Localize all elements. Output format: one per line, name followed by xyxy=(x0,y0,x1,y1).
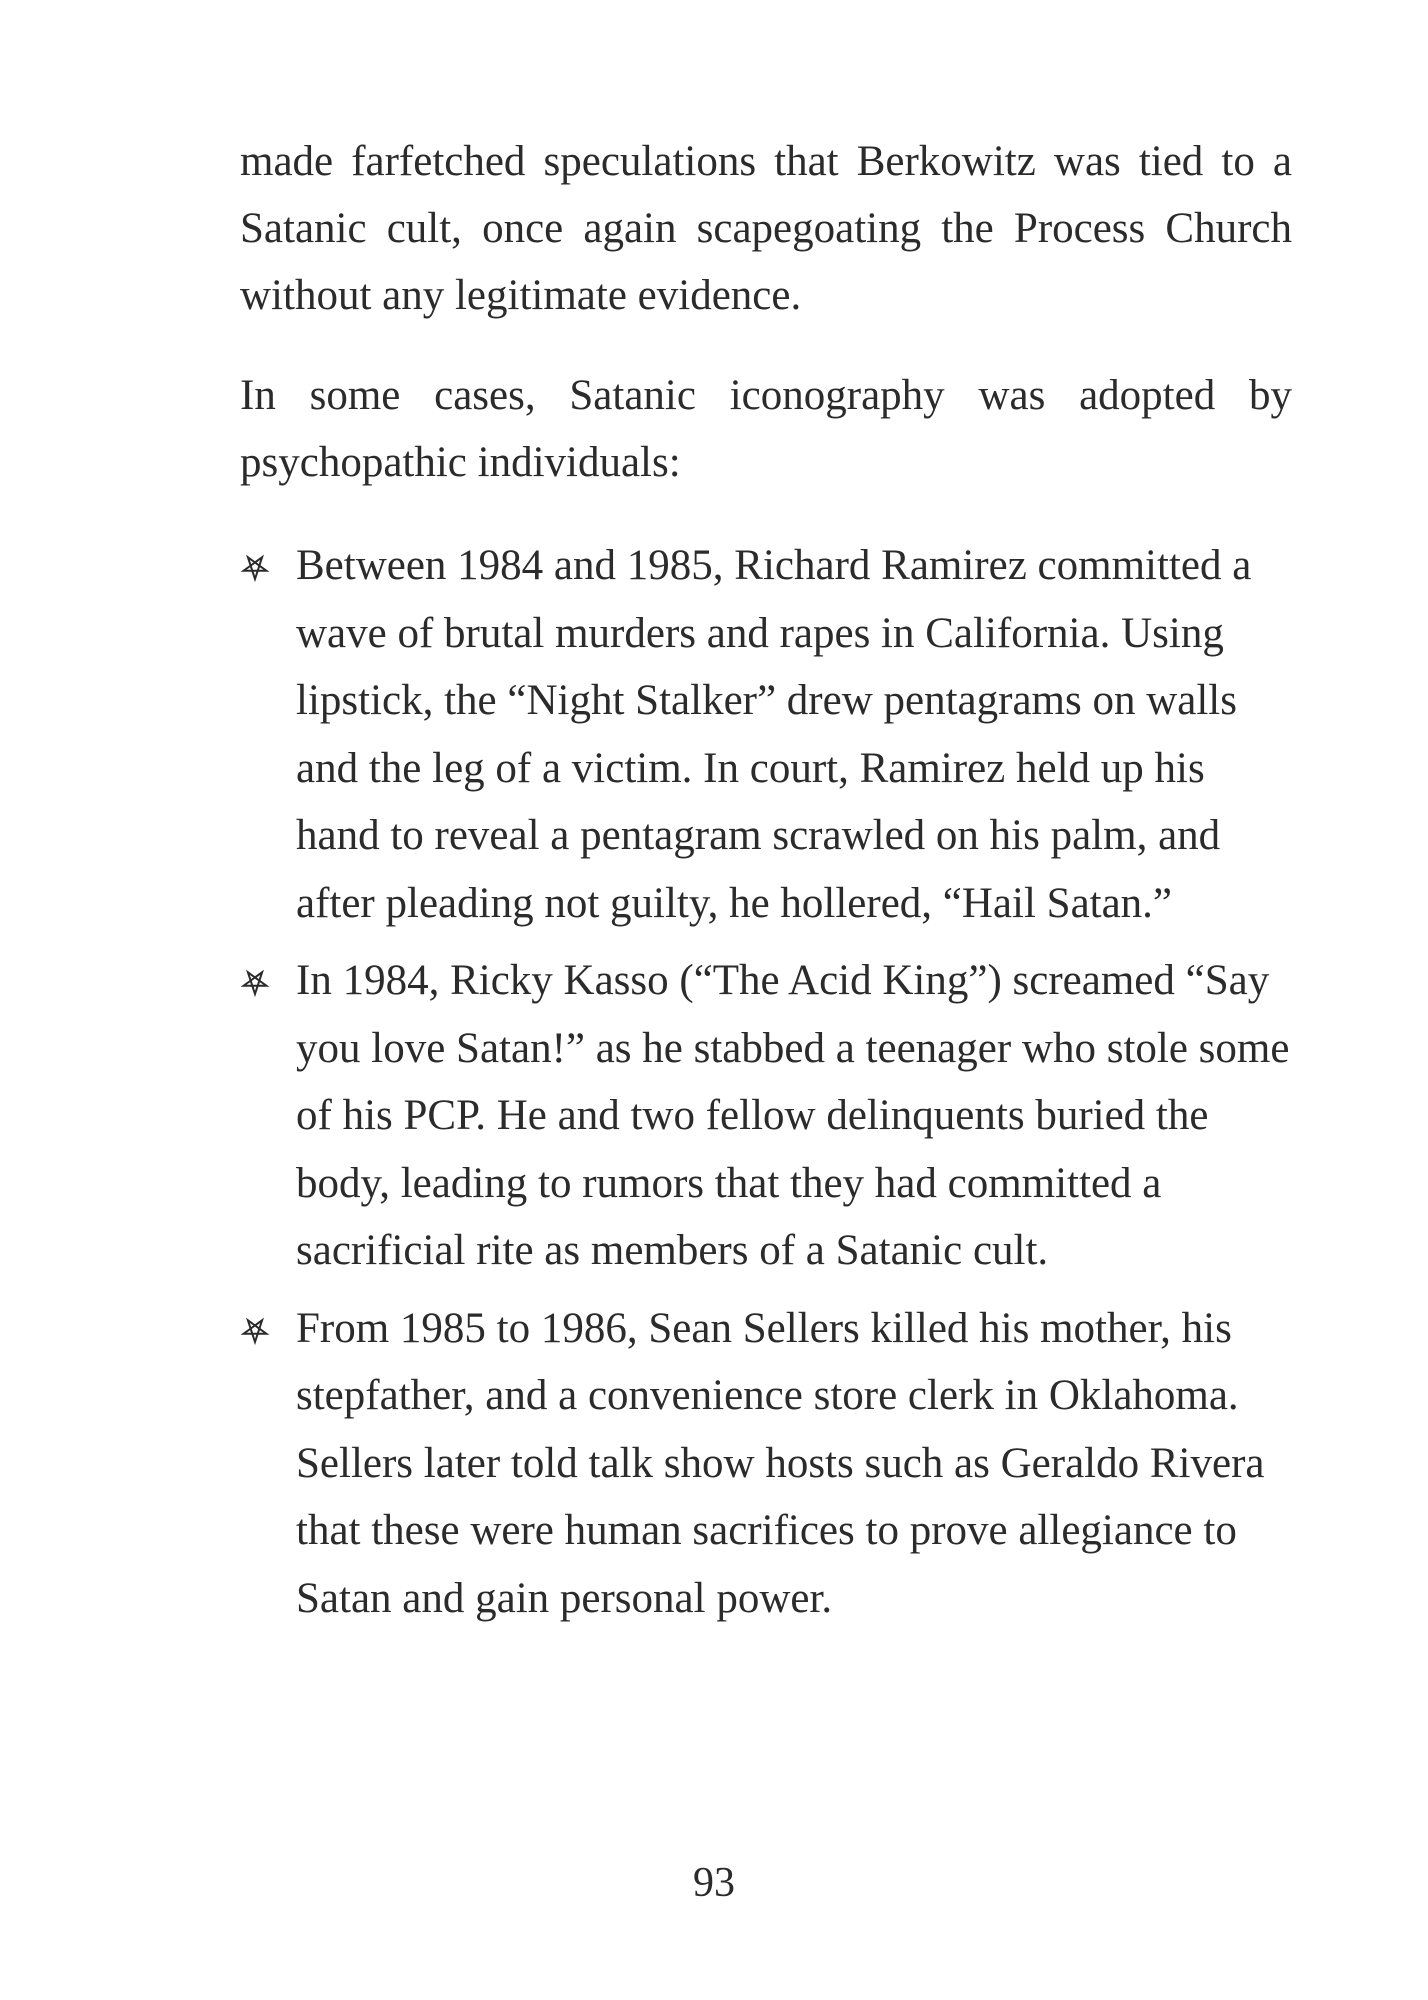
pentagram-icon xyxy=(240,967,270,997)
list-item xyxy=(240,1295,1292,1633)
list-item xyxy=(240,532,1292,937)
page-body xyxy=(240,128,1292,1642)
bullet-text: From 1985 to 1986, Sean Sellers killed his mother, his stepfather, and a convenience store clerk in Oklahoma. Sellers later told talk show hosts such as Geraldo Rivera that these were human sacrifices to prove allegiance to Satan and gain personal power. xyxy=(296,1304,1265,1622)
page-number: 93 xyxy=(693,1860,735,1906)
paragraph: made farfetched speculations that Berkowitz was tied to a Satanic cult, once again scapegoating the Process Church without any legitimate evidence. xyxy=(240,138,1292,319)
bullet-text: Between 1984 and 1985, Richard Ramirez committed a wave of brutal murders and rapes in California. Using lipstick, the “Night Stalker” drew pentagrams on walls and the leg of a victim. In court, Ramirez held up his hand to reveal a pentagram scrawled on his palm, and after pleading not guilty, he hollered, “Hail Satan.” xyxy=(296,542,1252,927)
bullet-list xyxy=(240,532,1292,1632)
bullet-text: In 1984, Ricky Kasso (“The Acid King”) screamed “Say you love Satan!” as he stabbed a teenager who stole some of his PCP. He and two fellow delinquents buried the body, leading to rumors that they had committed a sacrificial rite as members of a Satanic cult. xyxy=(296,957,1290,1274)
pentagram-icon xyxy=(240,552,270,582)
list-item xyxy=(240,947,1292,1285)
pentagram-icon xyxy=(240,1315,270,1345)
paragraph: In some cases, Satanic iconography was adopted by psychopathic individuals: xyxy=(240,372,1292,486)
